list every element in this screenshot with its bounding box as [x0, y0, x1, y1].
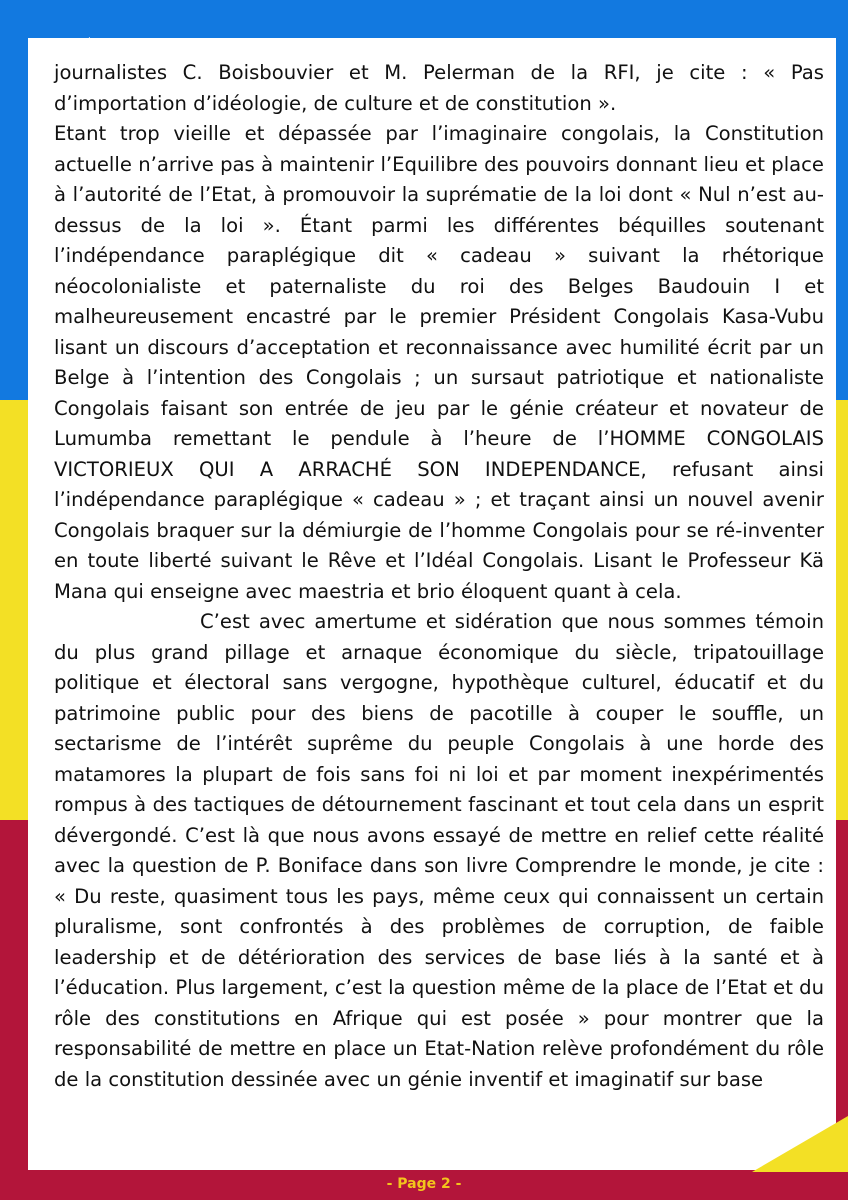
page-number: - Page 2 -: [386, 1176, 462, 1192]
corner-triangle-decoration: [752, 1116, 848, 1172]
paragraph-continuation: journalistes C. Boisbouvier et M. Pelerman de la RFI, je cite : « Pas d’importation d’idéologie, de culture et de constitution ».: [54, 61, 824, 115]
panel-notch-decoration: [60, 37, 90, 59]
document-body: [54, 58, 824, 1095]
paragraph-constitution: Etant trop vieille et dépassée par l’imaginaire congolais, la Constitution actuelle n’arrive pas à maintenir l’Equilibre des pouvoirs donnant lieu et place à l’autorité de l’Etat, à promouvoir la suprématie de la loi dont « Nul n’est au-dessus de la loi ». Étant parmi les différentes béquilles soutenant l’indépendance paraplégique dit « cadeau » suivant la rhétorique néocolonialiste et paternaliste du roi des Belges Baudouin I et malheureusement encastré par le premier Président Congolais Kasa-Vubu lisant un discours d’acceptation et reconnaissance avec humilité écrit par un Belge à l’intention des Congolais ; un sursaut patriotique et nationaliste Congolais faisant son entrée de jeu par le génie créateur et novateur de Lumumba remettant le pendule à l’heure de l’HOMME CONGOLAIS VICTORIEUX QUI A ARRACHÉ SON INDEPENDANCE, refusant ainsi l’indépendance paraplégique « cadeau » ; et traçant ainsi un nouvel avenir Congolais braquer sur la démiurgie de l’homme Congolais pour se ré-inventer en toute liberté suivant le Rêve et l’Idéal Congolais. Lisant le Professeur Kä Mana qui enseigne avec maestria et brio éloquent quant à cela.: [54, 122, 824, 603]
paragraph-pillage: C’est avec amertume et sidération que nous sommes témoin du plus grand pillage et arnaque économique du siècle, tripatouillage politique et électoral sans vergogne, hypothèque culturel, éducatif et du patrimoine public pour des biens de pacotille à couper le souffle, un sectarisme de l’intérêt suprême du peuple Congolais à une horde des matamores la plupart de fois sans foi ni loi et par moment inexpérimentés rompus à des tactiques de détournement fascinant et tout cela dans un esprit dévergondé. C’est là que nous avons essayé de mettre en relief cette réalité avec la question de P. Boniface dans son livre Comprendre le monde, je cite : « Du reste, quasiment tous les pays, même ceux qui connaissent un certain pluralisme, sont confrontés à des problèmes de corruption, de faible leadership et de détérioration des services de base liés à la santé et à l’éducation. Plus largement, c’est la question même de la place de l’Etat et du rôle des constitutions en Afrique qui est posée » pour montrer que la responsabilité de mettre en place un Etat-Nation relève profondément du rôle de la constitution dessinée avec un génie inventif et imaginatif sur base: [54, 610, 824, 1091]
